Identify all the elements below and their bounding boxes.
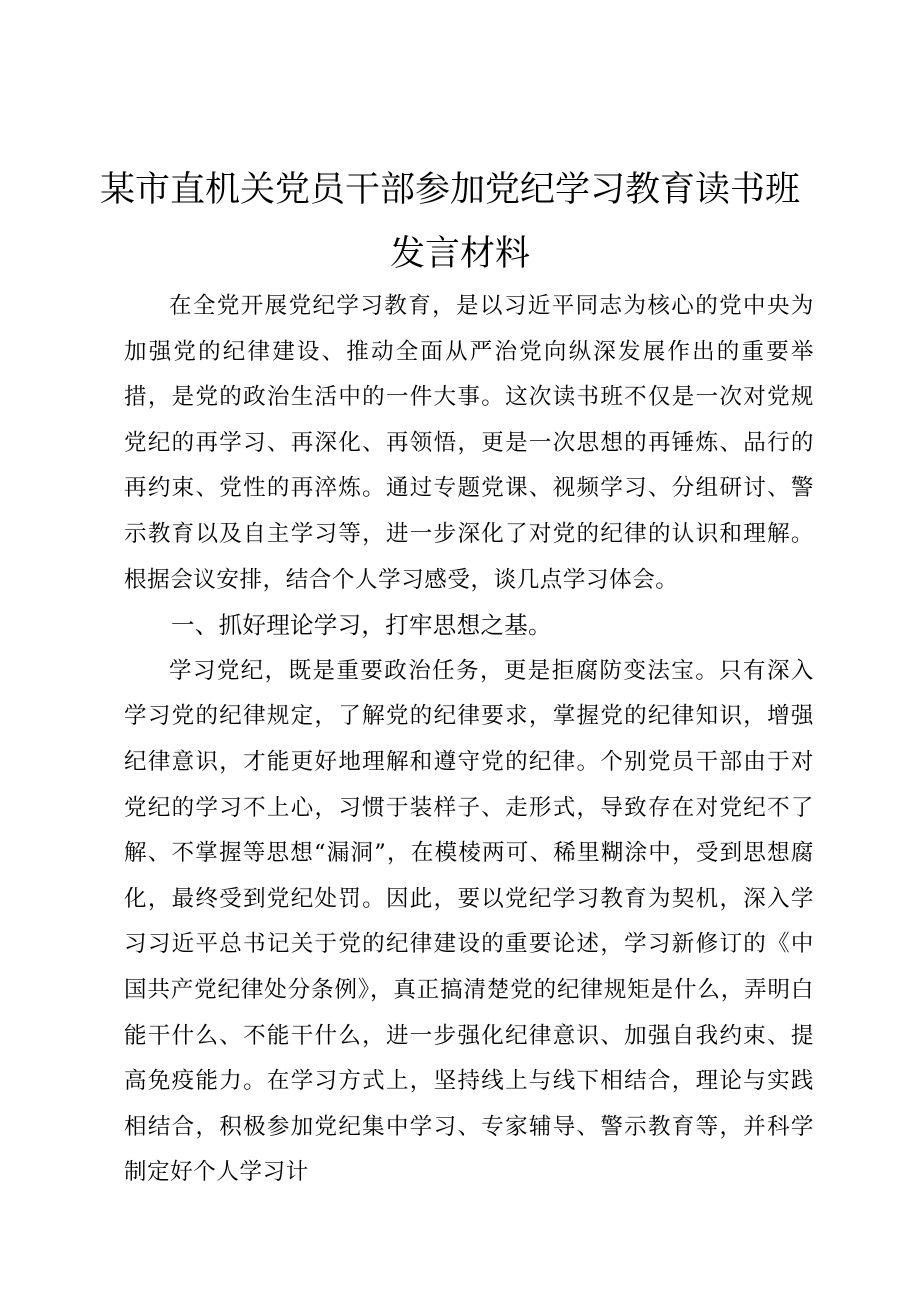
section-1-heading: 一、抓好理论学习，打牢思想之基。 [171,611,552,640]
document-title-line-1: 某市直机关党员干部参加党纪学习教育读书班 [99,170,800,210]
document-body [124,284,814,1196]
document-title-line-2: 发言材料 [389,234,530,274]
intro-paragraph: 在全党开展党纪学习教育，是以习近平同志为核心的党中央为加强党的纪律建设、推动全面从严治党向纵深发展作出的重要举措，是党的政治生活中的一件大事。这次读书班不仅是一次对党规党纪的再学习、再深化、再领悟，更是一次思想的再锤炼、品行的再约束、党性的再淬炼。通过专题党课、视频学习、分组研讨、警示教育以及自主学习等，进一步深化了对党的纪律的认识和理解。根据会议安排，结合个人学习感受，谈几点学习体会。 [124,293,814,593]
section-1-paragraph: 学习党纪，既是重要政治任务，更是拒腐防变法宝。只有深入学习党的纪律规定，了解党的纪律要求，掌握党的纪律知识，增强纪律意识，才能更好地理解和遵守党的纪律。个别党员干部由于对党纪的学习不上心，习惯于装样子、走形式，导致存在对党纪不了解、不掌握等思想“漏洞”，在模棱两可、稀里糊涂中，受到思想腐化，最终受到党纪处罚。因此，要以党纪学习教育为契机，深入学习习近平总书记关于党的纪律建设的重要论述，学习新修订的《中国共产党纪律处分条例》，真正搞清楚党的纪律规矩是什么，弄明白能干什么、不能干什么，进一步强化纪律意识、加强自我约束、提高免疫能力。在学习方式上，坚持线上与线下相结合，理论与实践相结合，积极参加党纪集中学习、专家辅导、警示教育等，并科学制定好个人学习计 [124,657,814,1186]
